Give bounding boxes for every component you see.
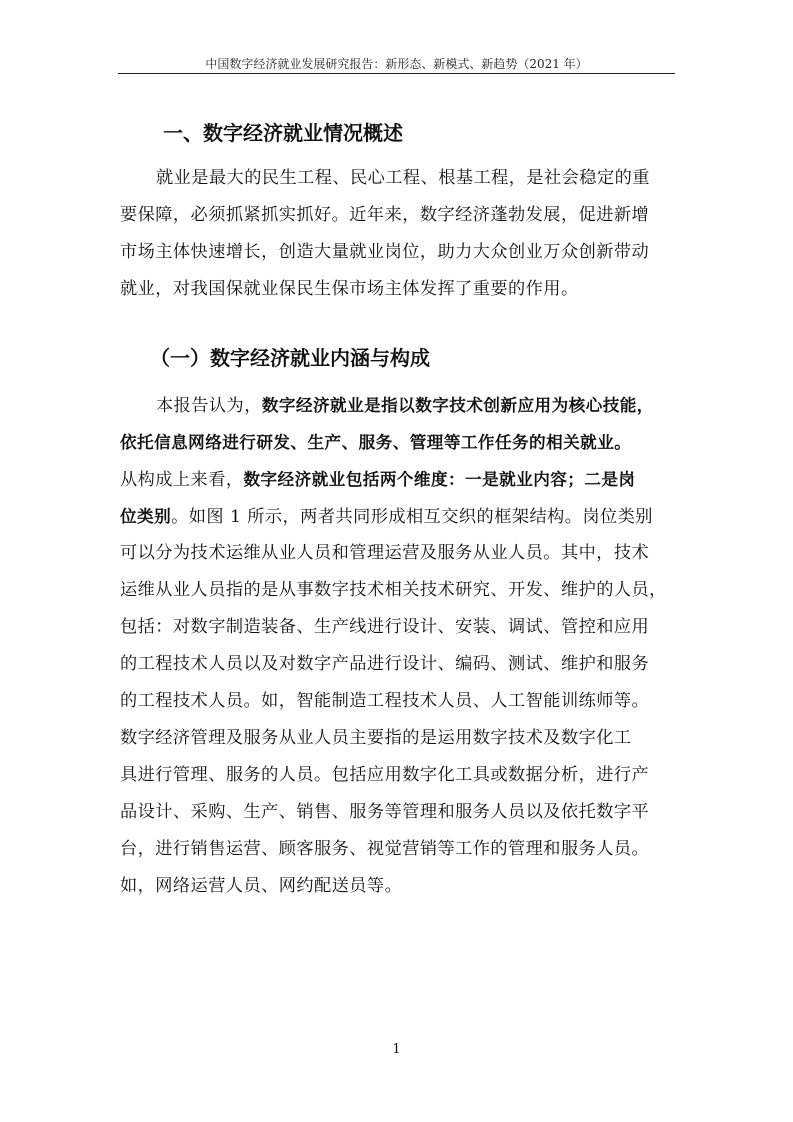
subsection-heading: （一）数字经济就业内涵与构成 (150, 346, 430, 370)
body-text: 。如图 1 所示，两者共同形成相互交织的框架结构。岗位类别 (171, 507, 653, 527)
body-line: 如，网络运营人员、网约配送员等。 (120, 876, 403, 896)
bold-dimensions: 位类别 (120, 507, 172, 526)
body-line (120, 387, 675, 424)
intro-line: 就业，对我国保就业保民生保市场主体发挥了重要的作用。 (120, 279, 579, 299)
body-line (120, 424, 675, 461)
body-line: 包括：对数字制造装备、生产线进行设计、安装、调试、管控和应用 (120, 617, 650, 637)
section-heading: 一、数字经济就业情况概述 (163, 121, 403, 145)
body-line: 品设计、采购、生产、销售、服务等管理和服务人员以及依托数字平 (120, 802, 650, 822)
intro-line: 市场主体快速增长，创造大量就业岗位，助力大众创业万众创新带动 (120, 242, 650, 262)
intro-paragraph (120, 160, 675, 308)
bold-dimensions: 数字经济就业包括两个维度：一是就业内容；二是岗 (243, 470, 636, 489)
body-line (120, 461, 675, 498)
body-line: 的工程技术人员。如，智能制造工程技术人员、人工智能训练师等。 (120, 691, 650, 711)
body-line: 台，进行销售运营、顾客服务、视觉营销等工作的管理和服务人员。 (120, 839, 650, 859)
intro-line: 就业是最大的民生工程、民心工程、根基工程，是社会稳定的重 (156, 168, 650, 188)
running-header: 中国数字经济就业发展研究报告：新形态、新模式、新趋势（2021 年） (205, 57, 588, 71)
bold-definition: 数字经济就业是指以数字技术创新应用为核心技能， (261, 396, 654, 415)
body-line (120, 498, 675, 535)
body-text: 本报告认为， (156, 396, 262, 416)
bold-definition: 依托信息网络进行研发、生产、服务、管理等工作任务的相关就业。 (120, 433, 632, 452)
body-line: 可以分为技术运维从业人员和管理运营及服务从业人员。其中，技术 (120, 543, 650, 563)
body-line: 具进行管理、服务的人员。包括应用数字化工具或数据分析，进行产 (120, 765, 650, 785)
body-text: 从构成上来看， (120, 470, 244, 490)
body-line: 运维从业人员指的是从事数字技术相关技术研究、开发、维护的人员， (120, 580, 667, 600)
intro-line: 要保障，必须抓紧抓实抓好。近年来，数字经济蓬勃发展，促进新增 (120, 205, 650, 225)
page-number: 1 (392, 1042, 401, 1057)
header-rule (118, 73, 675, 74)
body-line: 数字经济管理及服务从业人员主要指的是运用数字技术及数字化工 (120, 728, 632, 748)
body-line: 的工程技术人员以及对数字产品进行设计、编码、测试、维护和服务 (120, 654, 650, 674)
definition-paragraph (120, 387, 675, 905)
